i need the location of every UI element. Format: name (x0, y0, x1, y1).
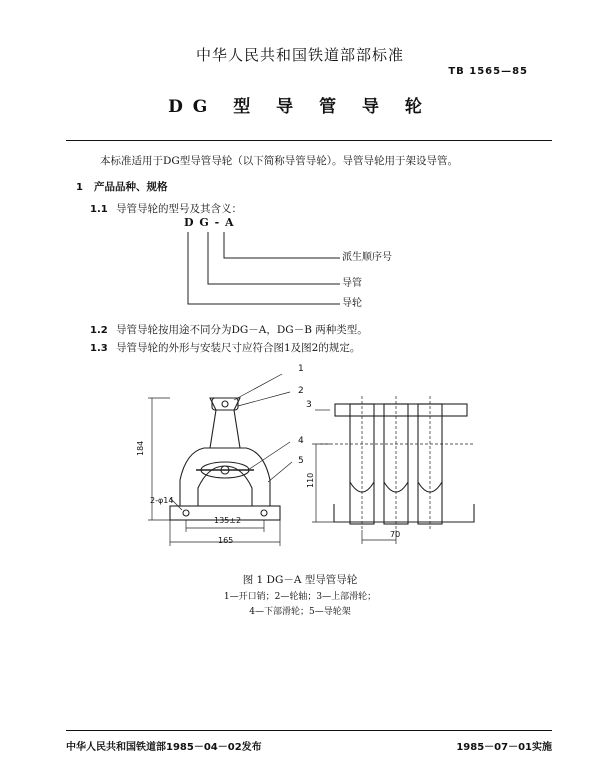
clause-text: 导管导轮按用途不同分为DG－A，DG－B 两种类型。 (116, 324, 368, 336)
dim-base-width: 165 (218, 536, 234, 545)
section-1-heading (76, 180, 168, 195)
clause-number: 1.2 (90, 325, 108, 336)
dim-bolt-spacing: 135±2 (214, 516, 242, 525)
standard-code: TB 1565—85 (448, 66, 528, 77)
front-arch-inner (198, 466, 252, 506)
footer-effective: 1985－07－01实施 (456, 742, 552, 753)
side-base (334, 504, 474, 522)
front-neck (210, 410, 240, 448)
clause-number: 1.3 (90, 343, 108, 354)
meaning-pipe: 导管 (342, 278, 362, 289)
dim-side-height: 110 (306, 472, 315, 488)
clause-1-2 (90, 323, 368, 338)
side-top-bar (335, 404, 467, 416)
model-code-diagram (180, 228, 420, 312)
ministry-header: 中华人民共和国铁道部部标准 (195, 46, 404, 64)
callout-2: 2 (298, 386, 304, 396)
callout-1: 1 (298, 364, 304, 374)
clause-1-3 (90, 341, 360, 356)
intro-paragraph: 本标准适用于DG型导管导轮（以下简称导管导轮）。导管导轮用于架设导管。 (100, 155, 459, 167)
callout-5: 5 (298, 456, 304, 466)
figure-caption: 图 1 DG－A 型导管导轮 (242, 574, 358, 586)
section-title: 产品品种、规格 (94, 181, 168, 193)
meaning-serial: 派生顺序号 (342, 252, 392, 263)
dim-side-width: 70 (390, 530, 401, 539)
meaning-wheel: 导轮 (342, 298, 362, 309)
figure-legend-line-2: 4—下部滑轮；5—导轮架 (249, 607, 351, 617)
clause-number: 1.1 (90, 204, 108, 215)
model-code: D G - A (184, 216, 235, 229)
callout-3: 3 (306, 400, 312, 410)
front-frame-outline (180, 448, 270, 506)
clause-text: 导管导轮的外形与安装尺寸应符合图1及图2的规定。 (116, 342, 361, 354)
section-number: 1 (76, 182, 83, 193)
callout-4: 4 (298, 436, 304, 446)
footer-issued: 中华人民共和国铁道部1985－04－02发布 (66, 742, 262, 753)
clause-text: 导管导轮的型号及其含义： (116, 203, 242, 215)
footer-divider (66, 730, 552, 731)
figure-1-drawing (130, 362, 480, 562)
figure-legend-line-1: 1—开口销；2—轮轴；3—上部滑轮； (223, 592, 377, 602)
header-divider (66, 140, 552, 141)
dim-height-184: 184 (136, 440, 145, 456)
clause-1-1 (90, 202, 242, 217)
document-title: DG 型 导 管 导 轮 (168, 97, 432, 117)
dim-bolt-holes: 2-φ14 (150, 496, 174, 505)
